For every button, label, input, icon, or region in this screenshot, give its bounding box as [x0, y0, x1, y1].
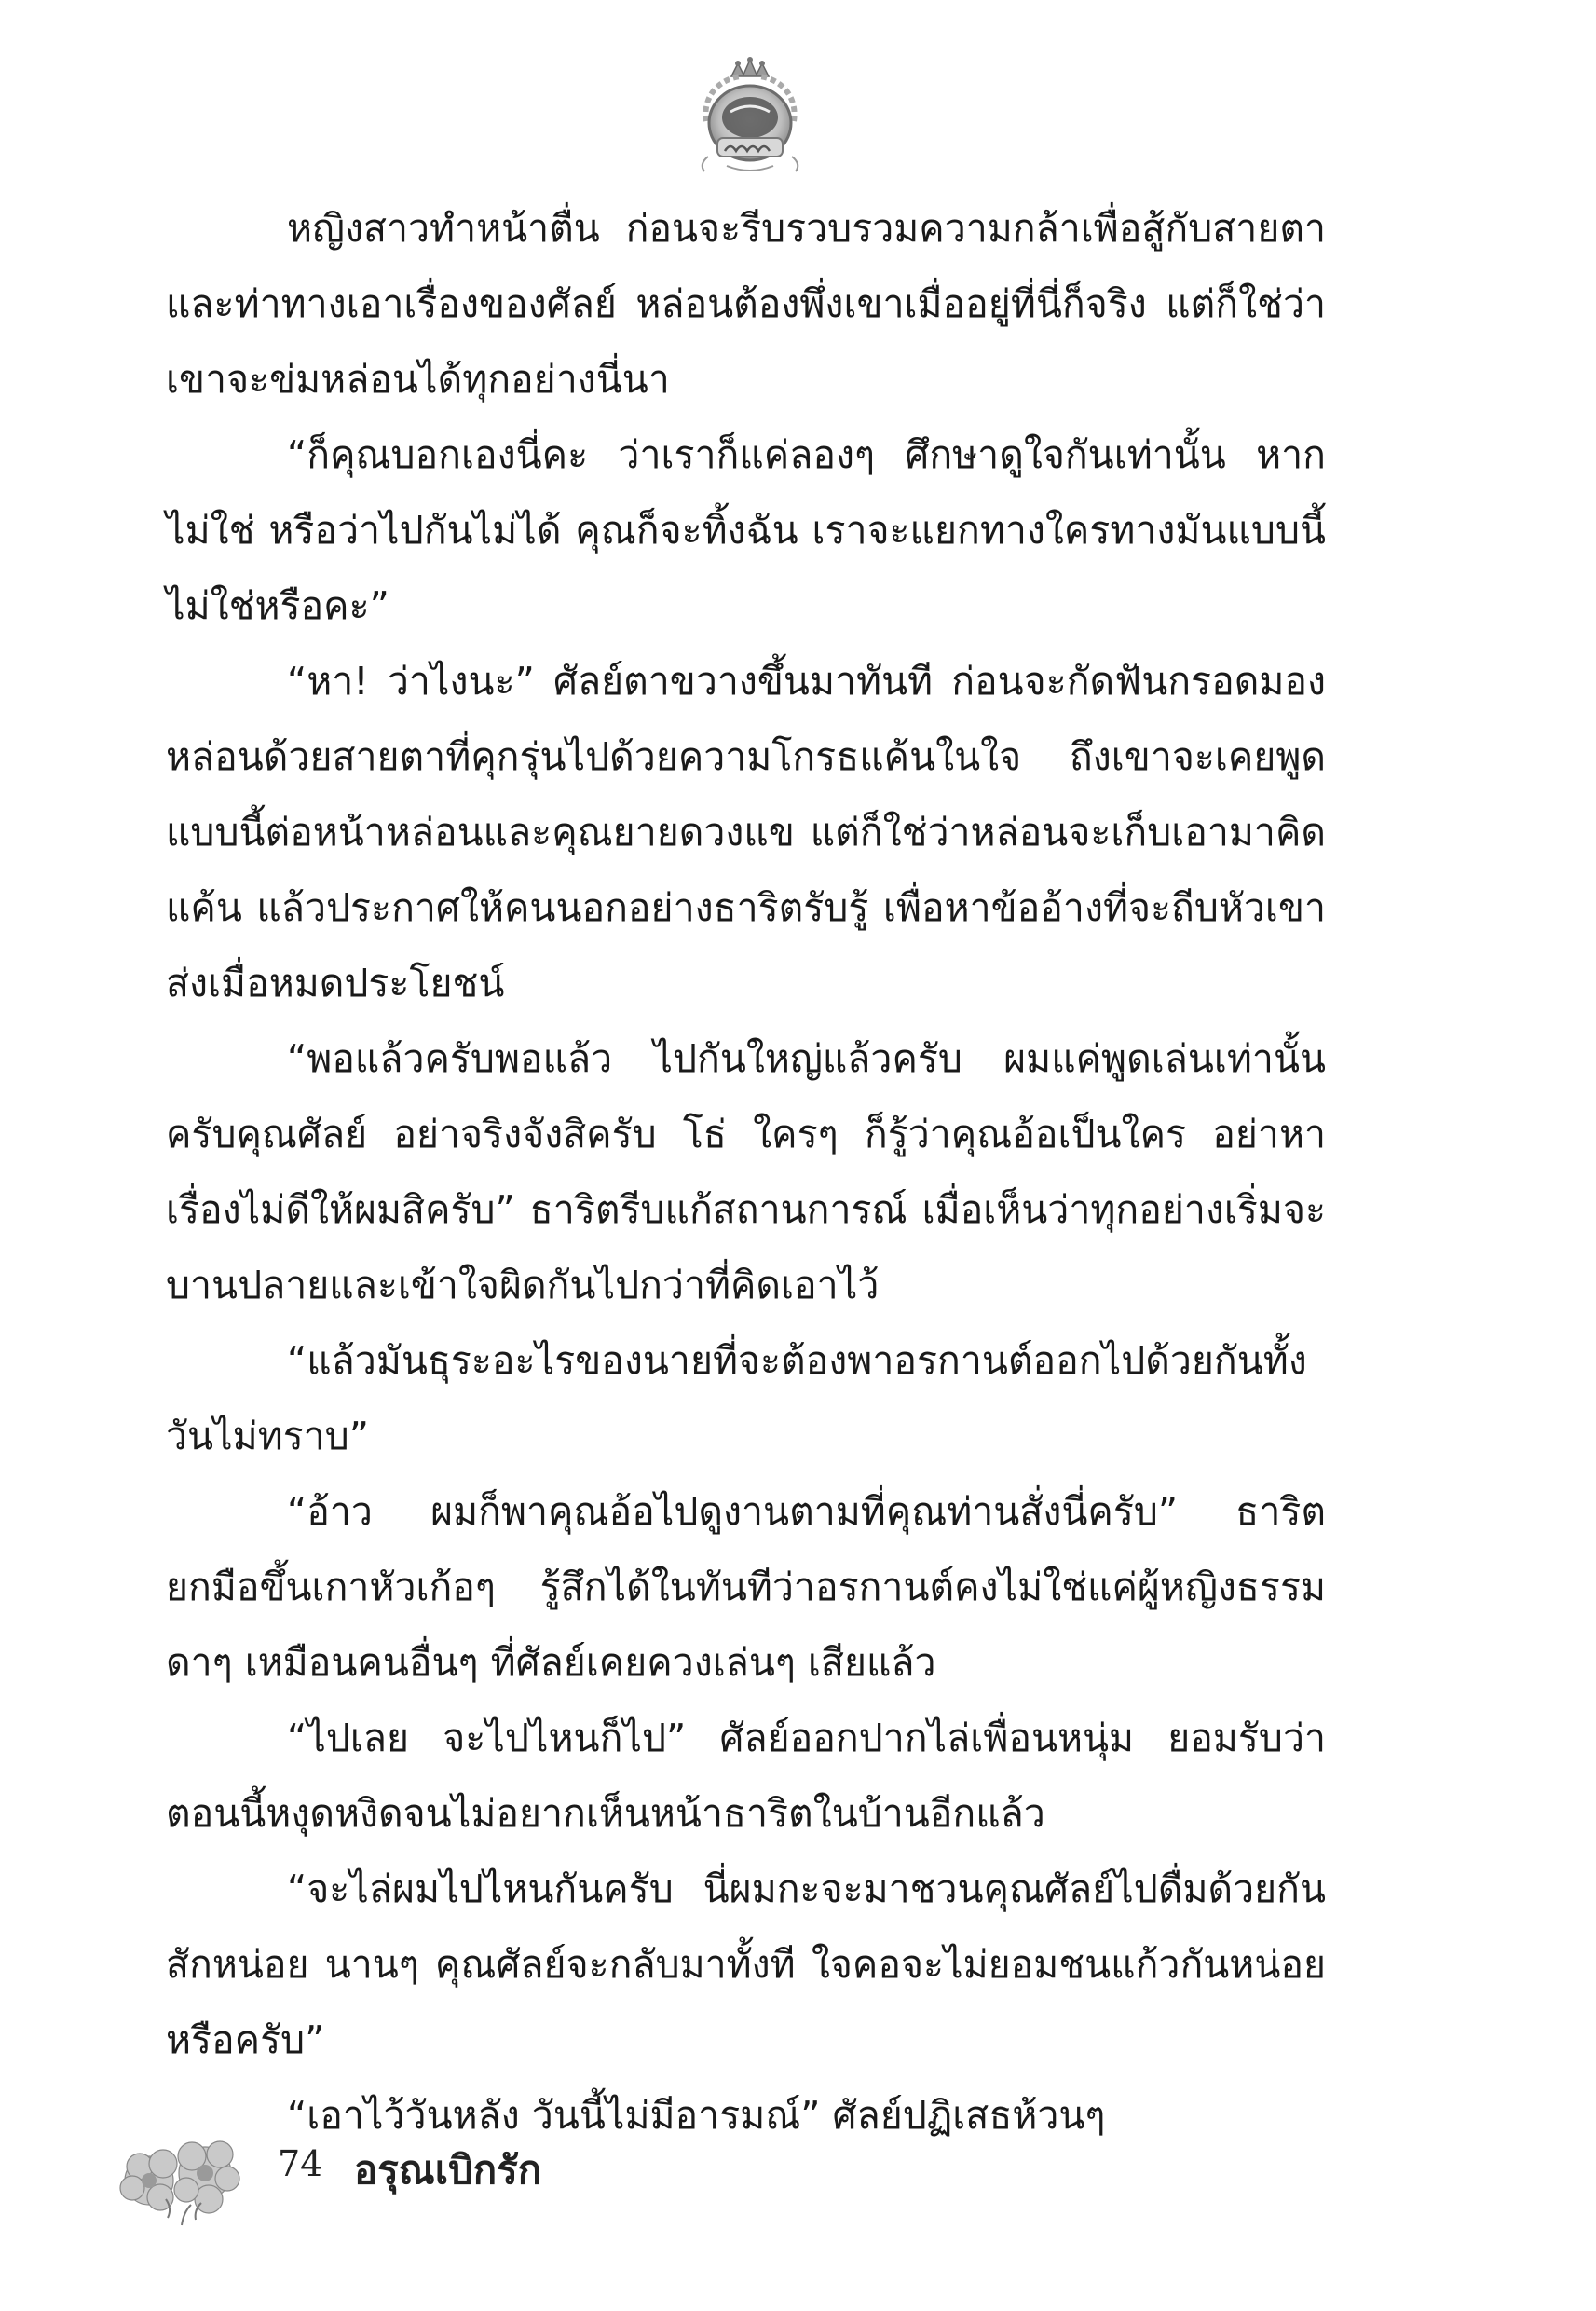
book-title: อรุณเบิกรัก: [354, 2147, 542, 2193]
body-text: [166, 191, 1326, 2154]
paragraph: “พอแล้วครับพอแล้ว ไปกันใหญ่แล้วครับ ผมแค่พูดเล่นเท่านั้นครับคุณศัลย์ อย่าจริงจังสิครับ โธ่ ใครๆ ก็รู้ว่าคุณอ้อเป็นใคร อย่าหาเรื่องไม่ดีให้ผมสิครับ” ธาริตรีบแก้สถานการณ์ เมื่อเห็นว่าทุกอย่างเริ่มจะบานปลายและเข้าใจผิดกันไปกว่าที่คิดเอาไว้: [166, 1036, 1326, 1307]
paragraph: หญิงสาวทำหน้าตื่น ก่อนจะรีบรวบรวมความกล้าเพื่อสู้กับสายตาและท่าทางเอาเรื่องของศัลย์ หล่อนต้องพึ่งเขาเมื่ออยู่ที่นี่ก็จริง แต่ก็ใช่ว่าเขาจะข่มหล่อนได้ทุกอย่างนี่นา: [166, 206, 1326, 402]
page-number: 74: [278, 2143, 323, 2184]
paragraph: “อ้าว ผมก็พาคุณอ้อไปดูงานตามที่คุณท่านสั่งนี่ครับ” ธาริตยกมือขึ้นเกาหัวเก้อๆ รู้สึกได้ในทันทีว่าอรกานต์คงไม่ใช่แค่ผู้หญิงธรรมดาๆ เหมือนคนอื่นๆ ที่ศัลย์เคยควงเล่นๆ เสียแล้ว: [166, 1489, 1326, 1685]
flower-icon: [112, 2115, 252, 2236]
paragraph: “จะไล่ผมไปไหนกันครับ นี่ผมกะจะมาชวนคุณศัลย์ไปดื่มด้วยกันสักหน่อย นานๆ คุณศัลย์จะกลับมาทั้งที ใจคอจะไม่ยอมชนแก้วกันหน่อยหรือครับ”: [166, 1867, 1326, 2062]
paragraph: “เอาไว้วันหลัง วันนี้ไม่มีอารมณ์” ศัลย์ปฏิเสธห้วนๆ: [287, 2093, 1106, 2138]
page-footer: [112, 2115, 764, 2246]
paragraph: “หา! ว่าไงนะ” ศัลย์ตาขวางขึ้นมาทันที ก่อนจะกัดฟันกรอดมองหล่อนด้วยสายตาที่คุกรุ่นไปด้วยความโกรธแค้นในใจ ถึงเขาจะเคยพูดแบบนี้ต่อหน้าหล่อนและคุณยายดวงแข แต่ก็ใช่ว่าหล่อนจะเก็บเอามาคิดแค้น แล้วประกาศให้คนนอกอย่างธาริตรับรู้ เพื่อหาข้ออ้างที่จะถีบหัวเขาส่งเมื่อหมดประโยชน์: [166, 659, 1326, 1005]
paragraph: “ก็คุณบอกเองนี่คะ ว่าเราก็แค่ลองๆ ศึกษาดูใจกันเท่านั้น หากไม่ใช่ หรือว่าไปกันไม่ได้ คุณก็จะทิ้งฉัน เราจะแยกทางใครทางมันแบบนี้ไม่ใช่หรือคะ”: [166, 432, 1326, 628]
paragraph: “ไปเลย จะไปไหนก็ไป” ศัลย์ออกปากไล่เพื่อนหนุ่ม ยอมรับว่าตอนนี้หงุดหงิดจนไม่อยากเห็นหน้าธาริตในบ้านอีกแล้ว: [166, 1716, 1326, 1836]
paragraph: “แล้วมันธุระอะไรของนายที่จะต้องพาอรกานต์ออกไปด้วยกันทั้งวันไม่ทราบ”: [166, 1338, 1307, 1458]
publisher-logo-icon: [689, 56, 811, 177]
